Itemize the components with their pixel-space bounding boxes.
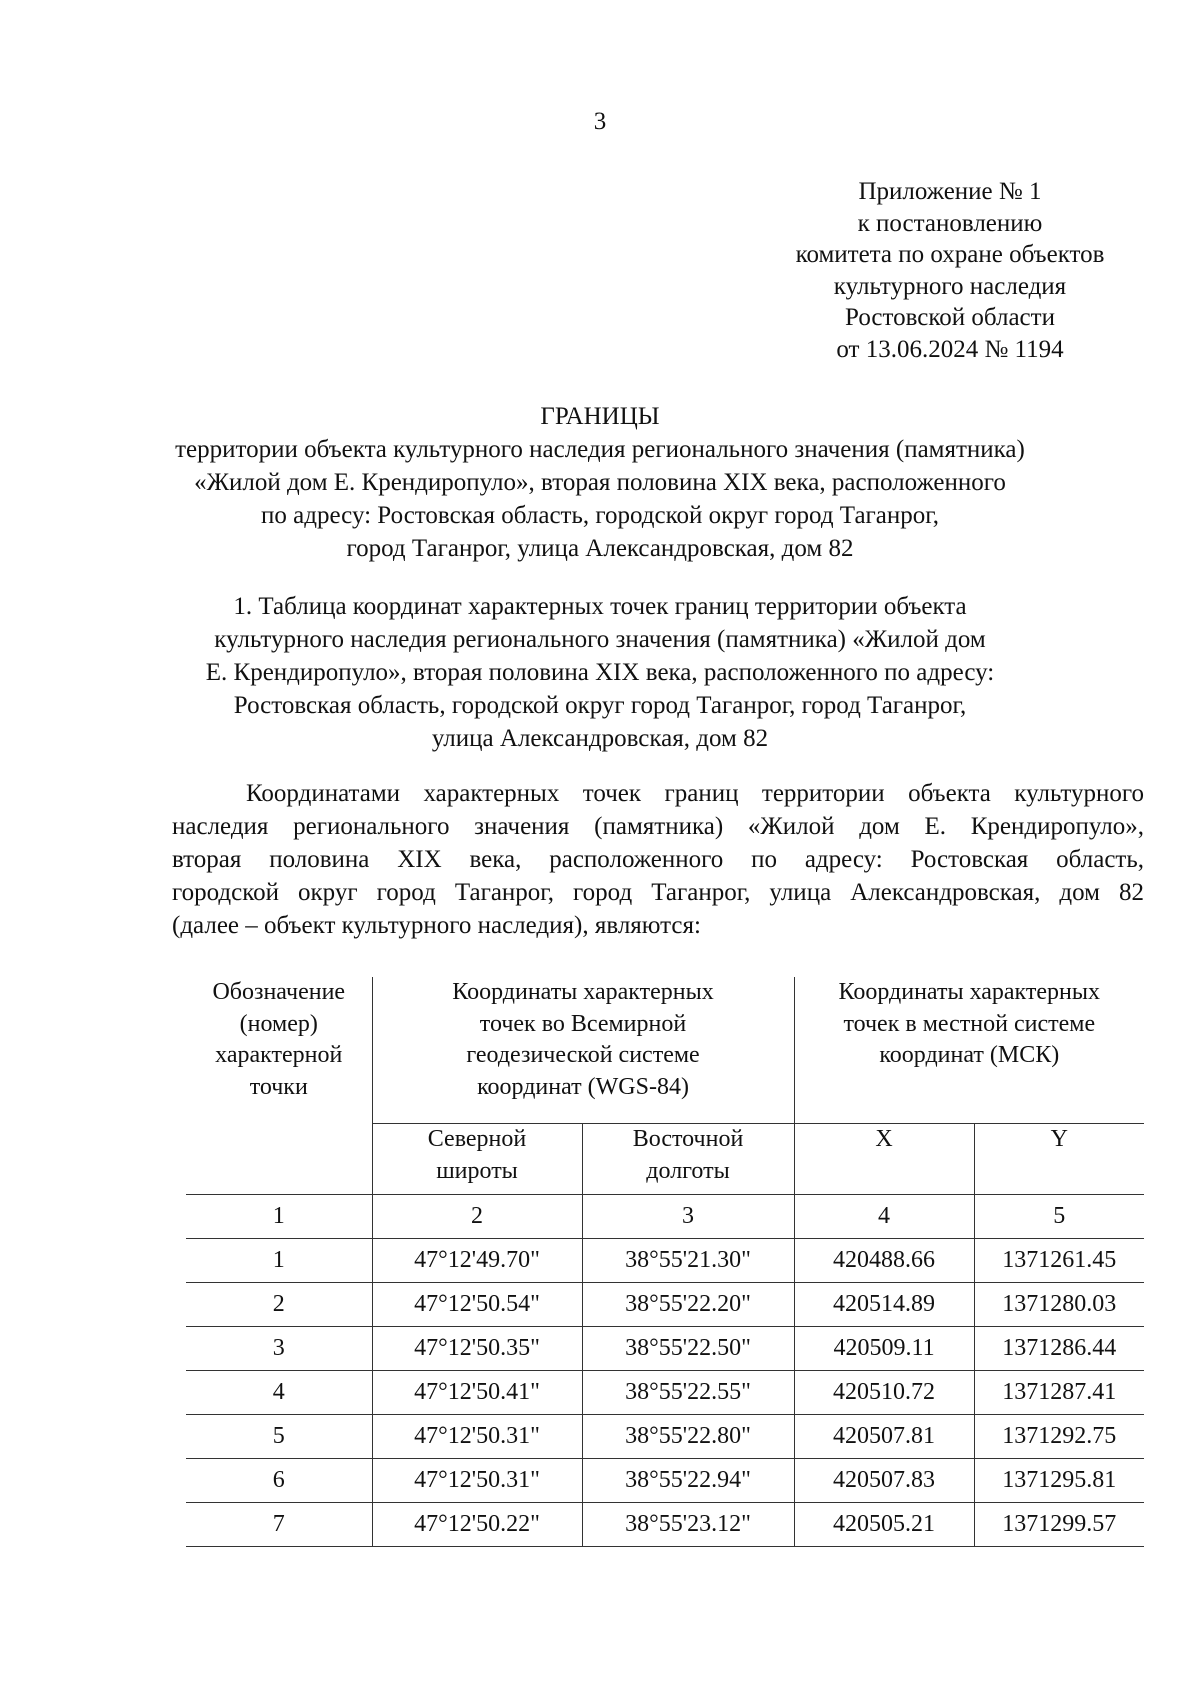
north-latitude: 47°12'49.70" bbox=[372, 1239, 582, 1283]
table-row bbox=[186, 1371, 1144, 1415]
header-line: геодезической системе bbox=[466, 1042, 700, 1068]
coord-y: 1371295.81 bbox=[974, 1459, 1144, 1503]
appendix-line: культурного наследия bbox=[833, 272, 1067, 300]
header-north-latitude bbox=[372, 1124, 582, 1195]
north-latitude: 47°12'50.31" bbox=[372, 1415, 582, 1459]
intro-line: Координатами характерных точек границ территории объекта культурного bbox=[246, 780, 1144, 807]
header-line: Координаты характерных bbox=[452, 979, 714, 1005]
east-longitude: 38°55'22.20" bbox=[582, 1283, 794, 1327]
intro-line: вторая половина XIX века, расположенного по адресу: Ростовская область, bbox=[172, 846, 1144, 873]
header-line: точки bbox=[249, 1073, 308, 1100]
east-longitude: 38°55'22.50" bbox=[582, 1327, 794, 1371]
table-row bbox=[186, 1239, 1144, 1283]
point-number: 4 bbox=[186, 1371, 372, 1415]
point-number: 6 bbox=[186, 1459, 372, 1503]
east-longitude: 38°55'22.55" bbox=[582, 1371, 794, 1415]
east-longitude: 38°55'21.30" bbox=[582, 1239, 794, 1283]
title-heading: ГРАНИЦЫ bbox=[540, 403, 660, 430]
header-east-longitude bbox=[582, 1124, 794, 1195]
header-wgs84 bbox=[372, 977, 794, 1124]
table-row bbox=[186, 1327, 1144, 1371]
appendix-line: Ростовской области bbox=[845, 304, 1055, 331]
section-line: Ростовская область, городской округ город Таганрог, город Таганрог, bbox=[233, 692, 967, 719]
coord-x: 420488.66 bbox=[794, 1239, 974, 1283]
header-line: Координаты характерных bbox=[838, 979, 1101, 1005]
section-title bbox=[0, 590, 1200, 755]
column-number: 2 bbox=[372, 1195, 582, 1239]
header-line: точек в местной системе bbox=[843, 1010, 1096, 1037]
header-line: Восточной bbox=[632, 1126, 744, 1152]
east-longitude: 38°55'22.80" bbox=[582, 1415, 794, 1459]
column-number: 1 bbox=[186, 1195, 372, 1239]
header-line: широты bbox=[436, 1157, 518, 1184]
title-line: территории объекта культурного наследия регионального значения (памятника) bbox=[175, 436, 1025, 463]
section-line: культурного наследия регионального значения (памятника) «Жилой дом bbox=[214, 626, 986, 653]
title-line: по адресу: Ростовская область, городской округ город Таганрог, bbox=[261, 502, 939, 529]
intro-line: наследия регионального значения (памятника) «Жилой дом Е. Крендиропуло», bbox=[172, 813, 1144, 840]
column-number: 5 bbox=[974, 1195, 1144, 1239]
appendix-line: комитета по охране объектов bbox=[795, 241, 1105, 268]
coord-x: 420505.21 bbox=[794, 1503, 974, 1547]
column-number: 4 bbox=[794, 1195, 974, 1239]
appendix-line: к постановлению bbox=[857, 209, 1043, 237]
header-line: координат (WGS-84) bbox=[477, 1073, 689, 1100]
point-number: 7 bbox=[186, 1503, 372, 1547]
intro-paragraph bbox=[172, 777, 1144, 942]
table-row bbox=[186, 1283, 1144, 1327]
header-line: Обозначение bbox=[212, 979, 346, 1005]
coord-x: 420507.81 bbox=[794, 1415, 974, 1459]
header-y: Y bbox=[974, 1124, 1144, 1195]
north-latitude: 47°12'50.31" bbox=[372, 1459, 582, 1503]
title-line: «Жилой дом Е. Крендиропуло», вторая половина XIX века, расположенного bbox=[194, 469, 1006, 496]
section-line: улица Александровская, дом 82 bbox=[431, 725, 769, 752]
coord-y: 1371287.41 bbox=[974, 1371, 1144, 1415]
coord-x: 420510.72 bbox=[794, 1371, 974, 1415]
north-latitude: 47°12'50.54" bbox=[372, 1283, 582, 1327]
page-number: 3 bbox=[593, 108, 607, 135]
point-number: 2 bbox=[186, 1283, 372, 1327]
section-line: Е. Крендиропуло», вторая половина XIX века, расположенного по адресу: bbox=[205, 659, 995, 686]
coord-y: 1371292.75 bbox=[974, 1415, 1144, 1459]
east-longitude: 38°55'22.94" bbox=[582, 1459, 794, 1503]
intro-line: городской округ город Таганрог, город Таганрог, улица Александровская, дом 82 bbox=[172, 879, 1144, 906]
coord-x: 420514.89 bbox=[794, 1283, 974, 1327]
coord-y: 1371299.57 bbox=[974, 1503, 1144, 1547]
point-number: 3 bbox=[186, 1327, 372, 1371]
header-x: X bbox=[794, 1124, 974, 1195]
header-line: Северной bbox=[427, 1126, 527, 1152]
header-line: (номер) bbox=[239, 1010, 318, 1037]
appendix-block bbox=[700, 176, 1200, 365]
coord-x: 420509.11 bbox=[794, 1327, 974, 1371]
coord-y: 1371261.45 bbox=[974, 1239, 1144, 1283]
coord-y: 1371286.44 bbox=[974, 1327, 1144, 1371]
north-latitude: 47°12'50.41" bbox=[372, 1371, 582, 1415]
header-point-designation bbox=[186, 977, 372, 1195]
header-line: координат (МСК) bbox=[879, 1042, 1060, 1068]
coord-y: 1371280.03 bbox=[974, 1283, 1144, 1327]
column-number: 3 bbox=[582, 1195, 794, 1239]
appendix-line: от 13.06.2024 № 1194 bbox=[836, 335, 1064, 363]
point-number: 5 bbox=[186, 1415, 372, 1459]
column-number-row bbox=[186, 1195, 1144, 1239]
table-row bbox=[186, 1459, 1144, 1503]
header-line: характерной bbox=[215, 1042, 343, 1068]
title-line: город Таганрог, улица Александровская, дом 82 bbox=[346, 535, 854, 562]
north-latitude: 47°12'50.22" bbox=[372, 1503, 582, 1547]
coord-x: 420507.83 bbox=[794, 1459, 974, 1503]
header-line: точек во Всемирной bbox=[479, 1010, 687, 1037]
header-msk bbox=[794, 977, 1144, 1124]
section-line: 1. Таблица координат характерных точек границ территории объекта bbox=[233, 593, 967, 620]
intro-line: (далее – объект культурного наследия), являются: bbox=[172, 912, 701, 939]
point-number: 1 bbox=[186, 1239, 372, 1283]
table-row bbox=[186, 1415, 1144, 1459]
appendix-line: Приложение № 1 bbox=[858, 178, 1042, 205]
east-longitude: 38°55'23.12" bbox=[582, 1503, 794, 1547]
coordinates-table bbox=[186, 977, 1144, 1547]
table-row bbox=[186, 1503, 1144, 1547]
header-line: долготы bbox=[646, 1157, 730, 1184]
document-title bbox=[0, 400, 1200, 565]
north-latitude: 47°12'50.35" bbox=[372, 1327, 582, 1371]
